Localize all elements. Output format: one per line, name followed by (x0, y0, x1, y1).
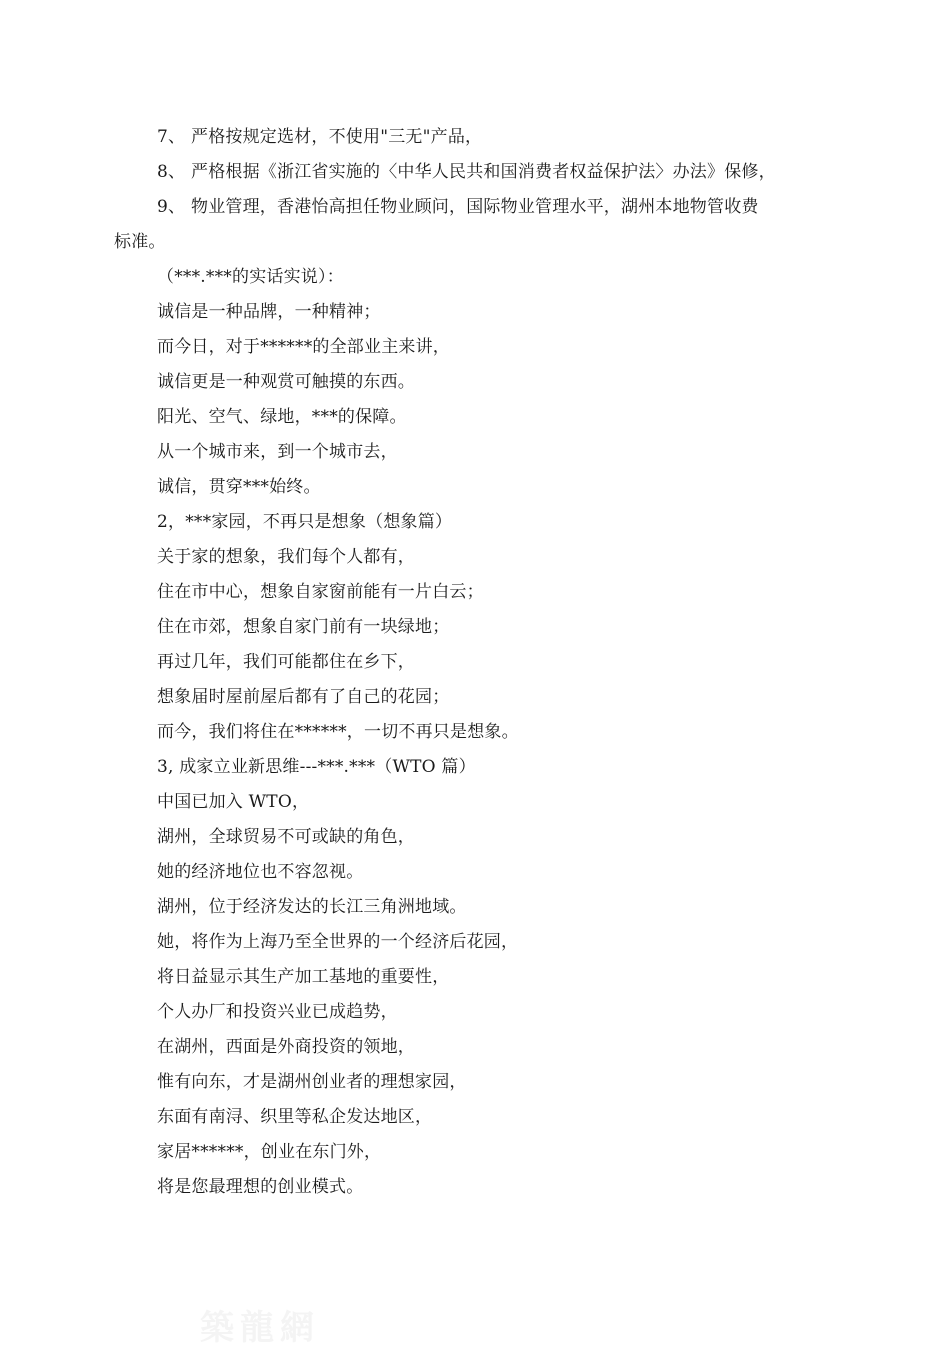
item-number: 9、 (157, 197, 186, 217)
list-item-9 (157, 196, 759, 218)
section2-title: 2，***家园，不再只是想象（想象篇） (157, 512, 453, 532)
item-number: 8、 (157, 162, 186, 182)
section3-line: 家居******，创业在东门外， (157, 1142, 382, 1162)
section1-line: 诚信是一种品牌，一种精神； (157, 302, 381, 322)
item-number: 7、 (157, 127, 186, 147)
section3-line: 个人办厂和投资兴业已成趋势， (157, 1002, 398, 1022)
section2-line: 想象届时屋前屋后都有了自己的花园； (157, 687, 450, 707)
section3-line: 中国已加入 WTO， (157, 792, 310, 812)
section1-line: 诚信更是一种观赏可触摸的东西。 (157, 372, 415, 392)
section1-line: 诚信，贯穿***始终。 (157, 477, 321, 497)
section3-line: 她的经济地位也不容忽视。 (157, 862, 364, 882)
list-item-7 (157, 126, 482, 148)
item-text: 严格按规定选材，不使用"三无"产品， (191, 127, 483, 147)
section3-line: 她，将作为上海乃至全世界的一个经济后花园， (157, 932, 519, 952)
item-text: 物业管理，香港怡高担任物业顾问，国际物业管理水平，湖州本地物管收费 (191, 197, 759, 217)
section3-line: 湖州，位于经济发达的长江三角洲地域。 (157, 897, 467, 917)
section3-line: 在湖州，西面是外商投资的领地， (157, 1037, 415, 1057)
section3-line: 将日益显示其生产加工基地的重要性， (157, 967, 450, 987)
section1-title: （***.***的实话实说）： (157, 267, 344, 287)
list-item-9-continuation: 标准。 (114, 232, 166, 252)
section3-line: 惟有向东，才是湖州创业者的理想家园， (157, 1072, 467, 1092)
section1-line: 阳光、空气、绿地，***的保障。 (157, 407, 407, 427)
item-text: 严格根据《浙江省实施的〈中华人民共和国消费者权益保护法〉办法》保修， (191, 162, 776, 182)
section2-line: 再过几年，我们可能都住在乡下， (157, 652, 415, 672)
section1-line: 而今日，对于******的全部业主来讲， (157, 337, 450, 357)
list-item-8 (157, 161, 776, 183)
section3-line: 湖州，全球贸易不可或缺的角色， (157, 827, 415, 847)
section3-line: 将是您最理想的创业模式。 (157, 1177, 364, 1197)
section2-line: 住在市郊，想象自家门前有一块绿地； (157, 617, 450, 637)
section2-line: 住在市中心，想象自家窗前能有一片白云； (157, 582, 484, 602)
section2-line: 而今，我们将住在******，一切不再只是想象。 (157, 722, 519, 742)
watermark-logo: 築龍網 (200, 1308, 320, 1348)
section2-line: 关于家的想象，我们每个人都有， (157, 547, 415, 567)
section3-line: 东面有南浔、织里等私企发达地区， (157, 1107, 433, 1127)
section3-title: 3, 成家立业新思维---***.***（WTO 篇） (157, 757, 476, 777)
section1-line: 从一个城市来，到一个城市去， (157, 442, 398, 462)
